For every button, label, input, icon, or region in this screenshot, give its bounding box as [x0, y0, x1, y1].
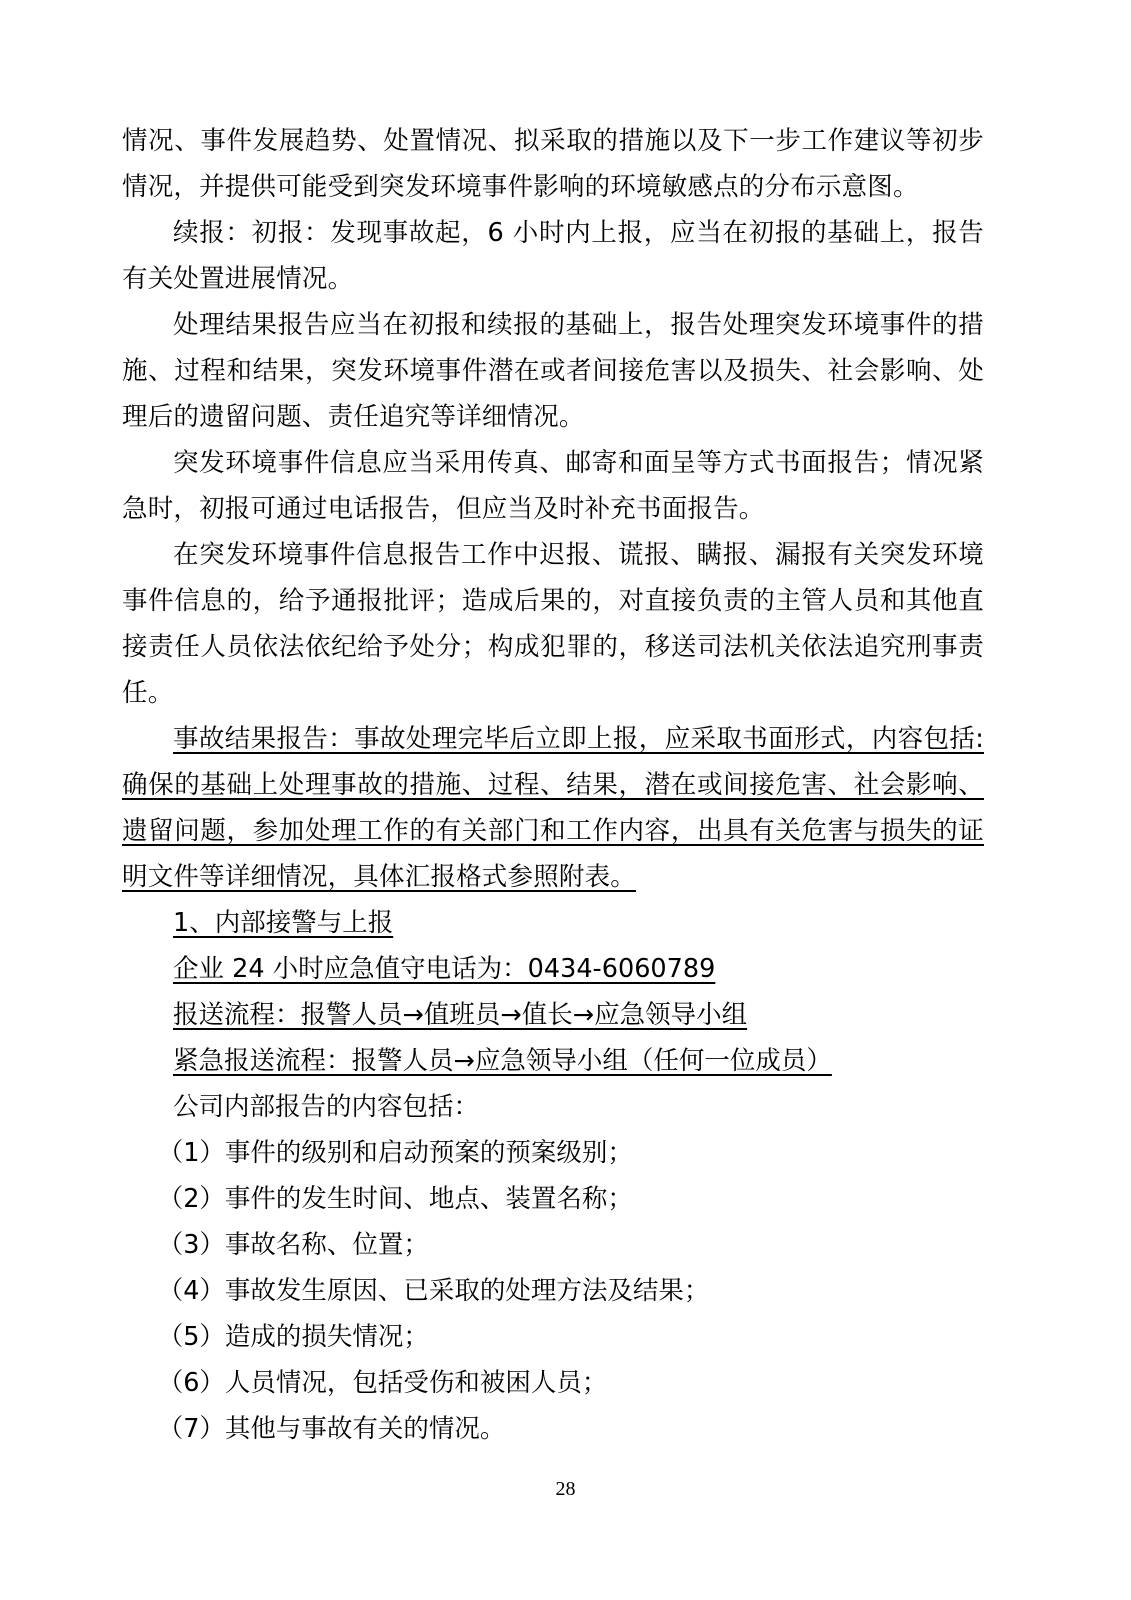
list-item: （6）人员情况，包括受伤和被困人员；	[157, 1368, 608, 1398]
section-heading: 1、内部接警与上报	[173, 908, 394, 938]
list-item: （7）其他与事故有关的情况。	[157, 1414, 506, 1444]
list-item: （2）事件的发生时间、地点、装置名称；	[157, 1184, 633, 1214]
paragraph-3: 处理结果报告应当在初报和续报的基础上，报告处理突发环境事件的措施、过程和结果，突发环境事件潜在或者间接危害以及损失、社会影响、处理后的遗留问题、责任追究等详细情况。	[122, 310, 984, 432]
section-line-2: 报送流程：报警人员→值班员→值长→应急领导小组	[173, 1000, 748, 1030]
list-item: （5）造成的损失情况；	[157, 1322, 429, 1352]
paragraph-4: 突发环境事件信息应当采用传真、邮寄和面呈等方式书面报告；情况紧急时，初报可通过电话报告，但应当及时补充书面报告。	[122, 448, 984, 524]
list-item: （1）事件的级别和启动预案的预案级别；	[157, 1138, 633, 1168]
paragraph-2: 续报：初报：发现事故起，6 小时内上报，应当在初报的基础上，报告有关处置进展情况。	[122, 218, 984, 294]
paragraph-1: 情况、事件发展趋势、处置情况、拟采取的措施以及下一步工作建议等初步情况，并提供可能受到突发环境事件影响的环境敏感点的分布示意图。	[122, 126, 984, 202]
section-intro: 公司内部报告的内容包括：	[173, 1092, 480, 1122]
paragraph-6-underlined: 事故结果报告：事故处理完毕后立即上报，应采取书面形式，内容包括:确保的基础上处理事故的措施、过程、结果，潜在或间接危害、社会影响、遗留问题，参加处理工作的有关部门和工作内容，出具有关危害与损失的证明文件等详细情况，具体汇报格式参照附表。	[122, 724, 984, 892]
page-content	[122, 118, 984, 1452]
list-item: （4）事故发生原因、已采取的处理方法及结果；	[157, 1276, 710, 1306]
section-line-1: 企业 24 小时应急值守电话为：0434-6060789	[173, 954, 716, 984]
paragraph-5: 在突发环境事件信息报告工作中迟报、谎报、瞒报、漏报有关突发环境事件信息的，给予通报批评；造成后果的，对直接负责的主管人员和其他直接责任人员依法依纪给予处分；构成犯罪的，移送司法机关依法追究刑事责任。	[122, 540, 984, 708]
section-line-3: 紧急报送流程：报警人员→应急领导小组（任何一位成员）	[173, 1046, 832, 1076]
list-item: （3）事故名称、位置；	[157, 1230, 429, 1260]
page-number: 28	[555, 1478, 576, 1500]
